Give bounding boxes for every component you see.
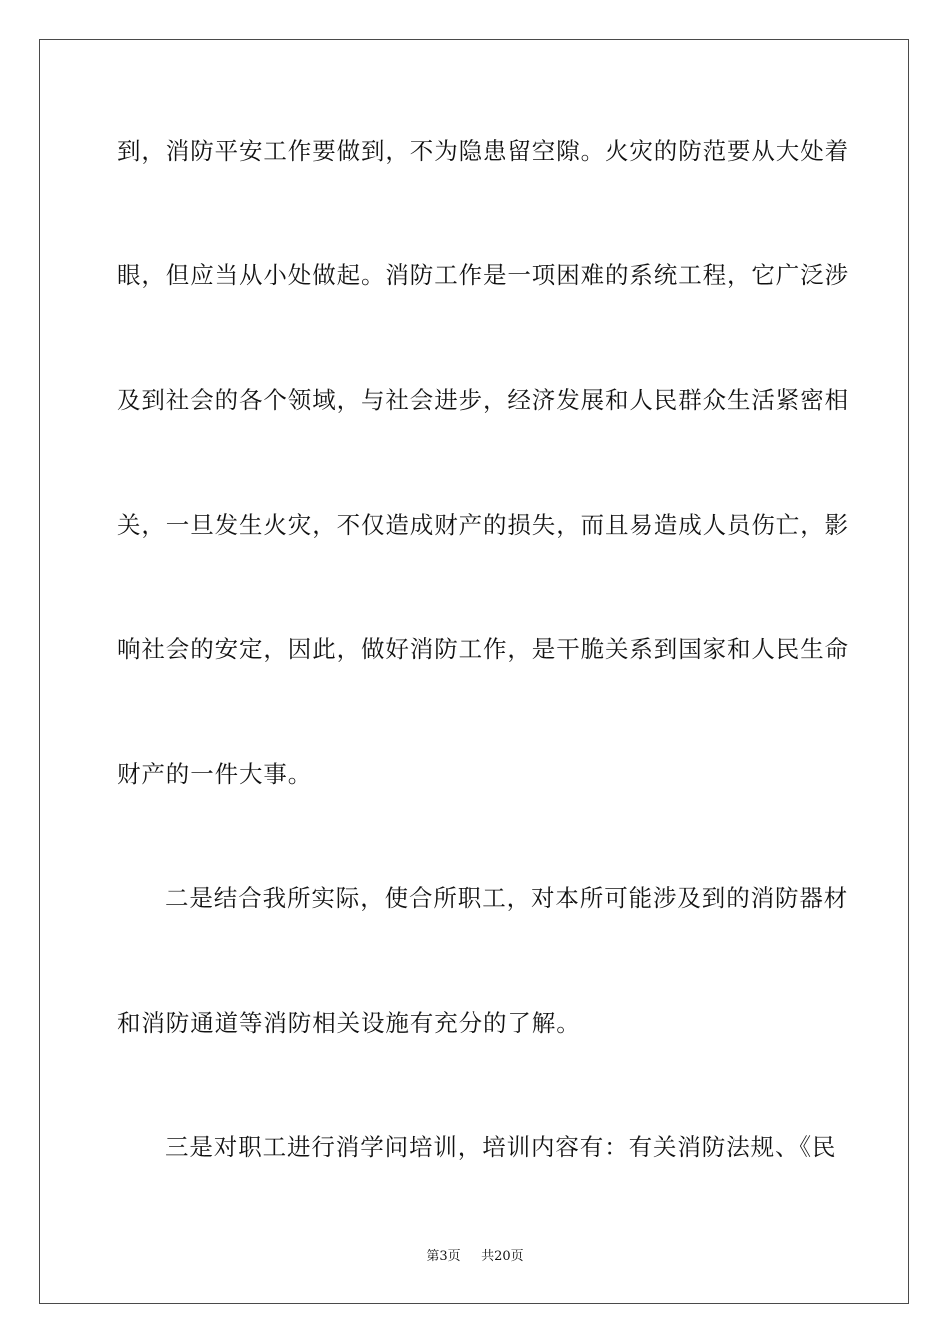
page-footer — [0, 1248, 950, 1266]
page-border — [39, 39, 909, 1304]
total-pages: 共20页 — [481, 1249, 524, 1264]
body-line-9: 三是对职工进行消学问培训，培训内容有：有关消防法规、《民 — [165, 1133, 837, 1161]
page-number: 第3页 — [426, 1249, 461, 1264]
body-line-7: 二是结合我所实际，使合所职工，对本所可能涉及到的消防器材 — [165, 884, 849, 912]
body-line-5: 响社会的安定，因此，做好消防工作，是干脆关系到国家和人民生命 — [117, 635, 849, 663]
body-line-6: 财产的一件大事。 — [117, 760, 313, 788]
body-line-4: 关，一旦发生火灾，不仅造成财产的损失，而且易造成人员伤亡，影 — [117, 511, 849, 539]
body-line-3: 及到社会的各个领域，与社会进步，经济发展和人民群众生活紧密相 — [117, 386, 849, 414]
body-line-1: 到，消防平安工作要做到，不为隐患留空隙。火灾的防范要从大处着 — [117, 137, 849, 165]
body-line-2: 眼，但应当从小处做起。消防工作是一项困难的系统工程，它广泛涉 — [117, 261, 849, 289]
body-line-8: 和消防通道等消防相关设施有充分的了解。 — [117, 1009, 581, 1037]
